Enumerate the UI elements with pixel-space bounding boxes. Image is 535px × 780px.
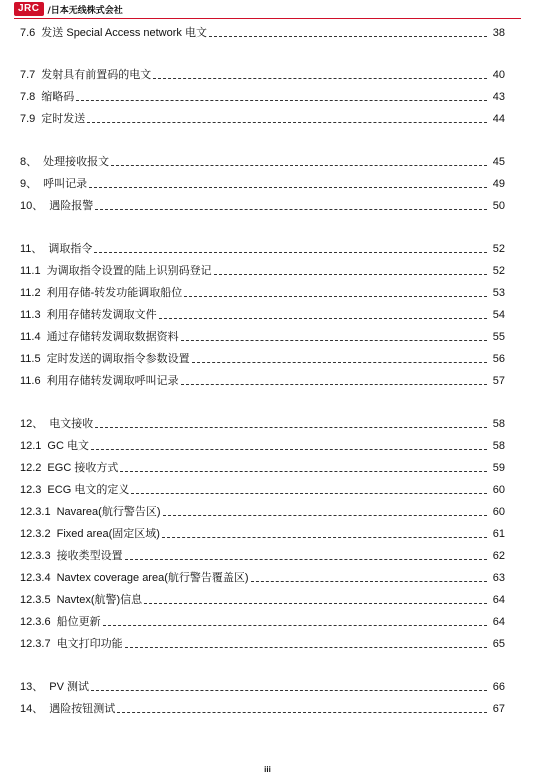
toc-page-number: 59 [492, 462, 505, 474]
toc-page-number: 52 [492, 265, 505, 277]
toc-entry[interactable] [20, 569, 505, 585]
toc-number: 7.7 [20, 69, 36, 81]
toc-entry[interactable] [20, 372, 505, 388]
toc-entry[interactable] [20, 88, 505, 104]
toc-leader [163, 514, 488, 516]
page-header [14, 2, 123, 16]
toc-page-number: 52 [492, 243, 505, 255]
toc-page-number: 43 [492, 91, 505, 103]
toc-title: Fixed area(固定区域) [56, 528, 160, 540]
toc-number: 11.1 [20, 265, 41, 277]
toc-page-number: 54 [492, 309, 505, 321]
toc-page-number: 58 [492, 440, 505, 452]
toc-number: 12.3.7 [20, 638, 51, 650]
toc-page-number: 58 [492, 418, 505, 430]
toc-entry[interactable] [20, 481, 505, 497]
toc-entry[interactable] [20, 415, 505, 431]
toc-page-number: 64 [492, 594, 505, 606]
toc-page-number: 57 [492, 375, 505, 387]
toc-page-number: 60 [492, 506, 505, 518]
toc-page-number: 53 [492, 287, 505, 299]
jrc-logo: JRC [14, 2, 44, 16]
toc-entry[interactable] [20, 110, 505, 126]
toc-title: 定时发送的调取指令参数设置 [46, 353, 190, 365]
toc-number: 7.8 [20, 91, 36, 103]
toc-page-number: 63 [492, 572, 505, 584]
toc-number: 13、 [20, 681, 44, 693]
toc-number: 11.6 [20, 375, 41, 387]
toc-title: 定时发送 [41, 113, 86, 125]
toc-page-number: 65 [492, 638, 505, 650]
toc-page-number: 49 [492, 178, 505, 190]
toc-number: 7.6 [20, 27, 36, 39]
toc-title: Navtex(航警)信息 [56, 594, 143, 606]
toc-leader [181, 383, 487, 385]
toc-number: 11.2 [20, 287, 41, 299]
toc-leader [192, 361, 487, 363]
toc-leader [125, 558, 487, 560]
toc-leader [162, 536, 487, 538]
toc-title: 电文打印功能 [56, 638, 123, 650]
toc-page-number: 66 [492, 681, 505, 693]
toc-title: GC 电文 [47, 440, 89, 452]
toc-number: 11、 [20, 243, 43, 255]
toc-title: 利用存储-转发功能调取船位 [46, 287, 183, 299]
toc-title: 缩略码 [41, 91, 75, 103]
toc-title: 发射具有前置码的电文 [41, 69, 152, 81]
toc-page-number: 45 [492, 156, 505, 168]
toc-entry[interactable] [20, 197, 505, 213]
toc-title: EGC 接收方式 [47, 462, 119, 474]
toc-leader [181, 339, 487, 341]
toc-leader [103, 624, 487, 626]
toc-page-number: 44 [492, 113, 505, 125]
toc-number: 12.2 [20, 462, 42, 474]
toc-page-number: 67 [492, 703, 505, 715]
toc-leader [131, 492, 487, 494]
toc-leader [251, 580, 487, 582]
toc-title: 利用存储转发调取文件 [46, 309, 157, 321]
toc-entry[interactable] [20, 175, 505, 191]
toc-number: 12.3.6 [20, 616, 51, 628]
toc-entry[interactable] [20, 262, 505, 278]
toc-entry[interactable] [20, 24, 505, 40]
toc-entry[interactable] [20, 503, 505, 519]
toc-page-number: 61 [492, 528, 505, 540]
toc-page-number: 55 [492, 331, 505, 343]
toc-page-number: 50 [492, 200, 505, 212]
toc-number: 8、 [20, 156, 38, 168]
toc-number: 9、 [20, 178, 38, 190]
toc-leader [209, 35, 487, 37]
toc-title: Navarea(航行警告区) [56, 506, 161, 518]
toc-entry[interactable] [20, 240, 505, 256]
toc-title: 船位更新 [56, 616, 101, 628]
toc-leader [89, 186, 487, 188]
toc-entry[interactable] [20, 66, 505, 82]
toc-leader [214, 273, 487, 275]
header-rule [14, 18, 521, 19]
toc-entry[interactable] [20, 284, 505, 300]
toc-leader [184, 295, 487, 297]
toc-leader [95, 208, 487, 210]
toc-number: 12、 [20, 418, 44, 430]
toc-entry[interactable] [20, 328, 505, 344]
toc-leader [125, 646, 487, 648]
toc-number: 12.3.3 [20, 550, 51, 562]
toc-title: 处理接收报文 [43, 156, 110, 168]
toc-leader [76, 99, 487, 101]
toc-leader [159, 317, 487, 319]
toc-entry[interactable] [20, 153, 505, 169]
toc-page-number: 62 [492, 550, 505, 562]
toc-number: 12.3.1 [20, 506, 51, 518]
toc-title: ECG 电文的定义 [47, 484, 130, 496]
toc-leader [94, 251, 487, 253]
toc-entry[interactable] [20, 613, 505, 629]
toc-entry[interactable] [20, 635, 505, 651]
toc-leader [153, 77, 487, 79]
toc-entry[interactable] [20, 678, 505, 694]
toc-entry[interactable] [20, 547, 505, 563]
toc-title: PV 测试 [49, 681, 89, 693]
toc-number: 7.9 [20, 113, 36, 125]
toc-leader [91, 689, 487, 691]
toc-page-number: 56 [492, 353, 505, 365]
toc-number: 11.3 [20, 309, 41, 321]
toc-title: 遇险报警 [49, 200, 94, 212]
toc-title: 发送 Special Access network 电文 [41, 27, 207, 39]
toc-leader [144, 602, 487, 604]
toc-leader [95, 426, 487, 428]
toc-page-number: 38 [492, 27, 505, 39]
toc-title: Navtex coverage area(航行警告覆盖区) [56, 572, 249, 584]
toc-number: 12.3.5 [20, 594, 51, 606]
toc-leader [111, 164, 487, 166]
toc-entry[interactable] [20, 350, 505, 366]
toc-leader [120, 470, 487, 472]
toc-leader [87, 121, 487, 123]
toc-entry[interactable] [20, 525, 505, 541]
toc-title: 电文接收 [49, 418, 94, 430]
toc-title: 利用存储转发调取呼叫记录 [46, 375, 179, 387]
toc-number: 12.3 [20, 484, 42, 496]
toc-number: 12.1 [20, 440, 42, 452]
company-name: /日本无线株式会社 [47, 5, 123, 16]
toc-entry[interactable] [20, 306, 505, 322]
toc-number: 12.3.4 [20, 572, 51, 584]
toc-page-number: 40 [492, 69, 505, 81]
toc-number: 12.3.2 [20, 528, 51, 540]
toc-entry[interactable] [20, 591, 505, 607]
toc-title: 通过存储转发调取数据资料 [46, 331, 179, 343]
toc-number: 11.4 [20, 331, 41, 343]
page-number-footer: iii [264, 765, 271, 774]
toc-title: 为调取指令设置的陆上识别码登记 [46, 265, 212, 277]
toc-entry[interactable] [20, 437, 505, 453]
toc-leader [91, 448, 487, 450]
toc-title: 调取指令 [48, 243, 93, 255]
toc-title: 接收类型设置 [56, 550, 123, 562]
toc-number: 10、 [20, 200, 44, 212]
toc-number: 14、 [20, 703, 44, 715]
toc-title: 遇险按钮测试 [49, 703, 116, 715]
toc-entry[interactable] [20, 459, 505, 475]
toc-entry[interactable] [20, 700, 505, 716]
toc-page-number: 60 [492, 484, 505, 496]
toc-page-number: 64 [492, 616, 505, 628]
toc-title: 呼叫记录 [43, 178, 88, 190]
toc-leader [117, 711, 487, 713]
toc-number: 11.5 [20, 353, 41, 365]
